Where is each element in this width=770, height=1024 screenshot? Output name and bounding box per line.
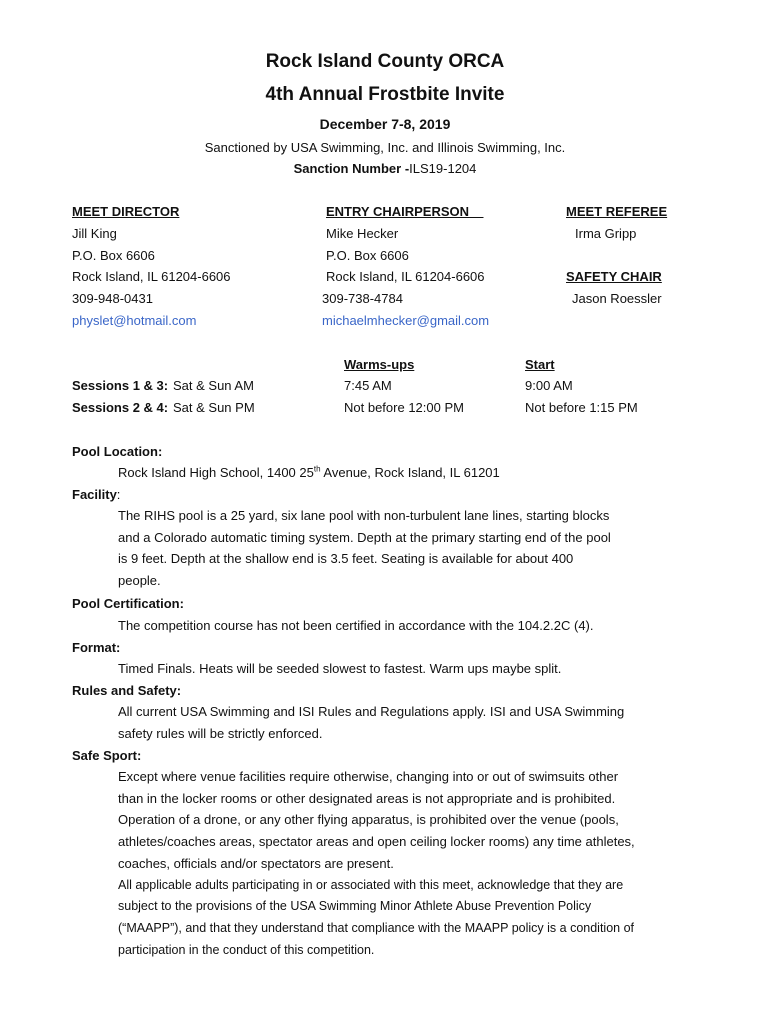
meet-director-name: Jill King [72, 226, 117, 241]
entry-chair-address2: Rock Island, IL 61204-6606 [326, 269, 485, 284]
pool-certification-heading: Pool Certification: [72, 596, 184, 611]
entry-chair-email-link[interactable]: michaelmhecker@gmail.com [322, 313, 490, 328]
session-row-label: Sessions 2 & 4: [72, 400, 169, 415]
format-heading: Format: [72, 640, 121, 655]
session-row-label: Sessions 1 & 3: [72, 378, 169, 393]
meet-director-email-link[interactable]: physlet@hotmail.com [72, 313, 197, 328]
document-title: Rock Island County ORCA [265, 51, 505, 72]
pool-location-heading: Pool Location: [72, 444, 163, 459]
session-row-start: 9:00 AM [525, 378, 573, 393]
meet-director-heading: MEET DIRECTOR [72, 204, 180, 219]
meet-director-address1: P.O. Box 6606 [72, 248, 155, 263]
pool-location-text: Rock Island High School, 1400 25th Avenue, Rock Island, IL 61201 [118, 464, 500, 480]
facility-text: The RIHS pool is a 25 yard, six lane pool with non-turbulent lane lines, starting blocks and a Colorado automatic timing system. Depth at the primary starting end of the pool is 9 feet. Depth at the shallow end is 3.5 feet. Seating is available for about 400 people. [118, 508, 611, 589]
sanction-number: ILS19-1204 [409, 161, 477, 176]
sanction-statement: Sanctioned by USA Swimming, Inc. and Illinois Swimming, Inc. [204, 140, 566, 155]
warmups-column-header: Warms-ups [344, 357, 415, 372]
meet-director-phone: 309-948-0431 [72, 291, 153, 306]
entry-chair-address1: P.O. Box 6606 [326, 248, 409, 263]
entry-chair-heading: ENTRY CHAIRPERSON [326, 204, 470, 219]
entry-chair-name: Mike Hecker [326, 226, 399, 241]
session-row-warmup: Not before 12:00 PM [344, 400, 464, 415]
session-row-day: Sat & Sun AM [173, 378, 254, 393]
sanction-label: Sanction Number - [293, 161, 410, 176]
meet-referee-heading: MEET REFEREE [566, 204, 668, 219]
entry-chair-phone: 309-738-4784 [322, 291, 403, 306]
safety-chair-heading: SAFETY CHAIR [566, 269, 662, 284]
safe-sport-heading: Safe Sport: [72, 748, 142, 763]
session-row-day: Sat & Sun PM [173, 400, 255, 415]
pool-certification-text: The competition course has not been certified in accordance with the 104.2.2C (4). [118, 618, 594, 633]
event-title: 4th Annual Frostbite Invite [265, 84, 505, 105]
format-text: Timed Finals. Heats will be seeded slowest to fastest. Warm ups maybe split. [118, 661, 562, 676]
facility-heading: Facility: [72, 487, 121, 502]
meet-director-address2: Rock Island, IL 61204-6606 [72, 269, 231, 284]
safe-sport-text: Except where venue facilities require otherwise, changing into or out of swimsuits other than in the locker rooms or other designated areas is not appropriate and is prohibited. Operation of a drone, or any other flying apparatus, is prohibited over the venue (pools, athletes/coaches areas, spectator areas and open ceiling locker rooms) any time athletes, coaches, officials and/or spectators are present. All applicable adults participating in or associated with this meet, acknowledge that they are subject to the provisions of the USA Swimming Minor Athlete Abuse Prevention Policy (“MAAPP”), and that they understand that compliance with the MAAPP policy is a condition of participation in the conduct of this competition. [118, 769, 635, 957]
sanction-line [0, 161, 770, 177]
meet-referee-name: Irma Gripp [575, 226, 637, 241]
safety-chair-name: Jason Roessler [572, 291, 662, 306]
session-row-start: Not before 1:15 PM [525, 400, 638, 415]
rules-safety-heading: Rules and Safety: [72, 683, 182, 698]
rules-safety-text: All current USA Swimming and ISI Rules and Regulations apply. ISI and USA Swimming safety rules will be strictly enforced. [118, 704, 625, 741]
session-row-warmup: 7:45 AM [344, 378, 392, 393]
start-column-header: Start [525, 357, 555, 372]
event-dates: December 7-8, 2019 [319, 116, 451, 132]
